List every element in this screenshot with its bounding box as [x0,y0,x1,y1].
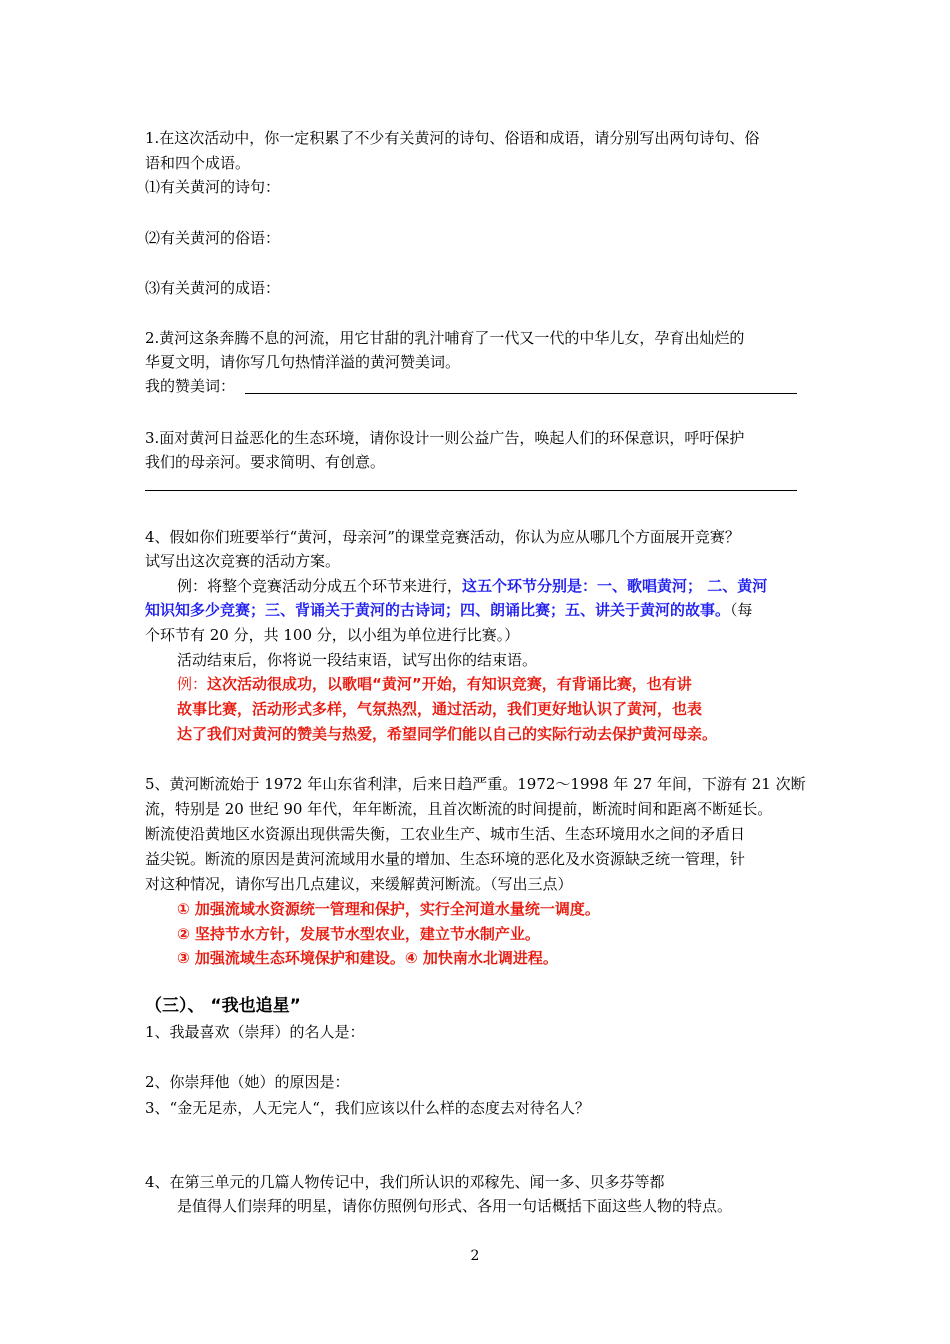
page-number: 2 [470,1248,480,1264]
q5-answer: ③ 加强流域生态环境保护和建设。④ 加快南水北调进程。 [177,949,558,967]
q2-answer-blank[interactable] [245,393,797,394]
q5-answer: ② 坚持节水方针，发展节水型农业，建立节水制产业。 [177,925,540,943]
q5-line: 流，特别是 20 世纪 90 年代，年年断流，且首次断流的时间提前，断流时间和距离不断延长。 [145,800,773,818]
q4-example-tail: （每 [730,601,753,619]
q5-answer: ① 加强流域水资源统一管理和保护，实行全河道水量统一调度。 [177,900,600,918]
q1-line: 1.在这次活动中，你一定积累了不少有关黄河的诗句、俗语和成语，请分别写出两句诗句、俗 [145,129,760,147]
q2-line: 华夏文明，请你写几句热情洋溢的黄河赞美词。 [145,353,461,371]
q4-closing-answer: 故事比赛，活动形式多样，气氛热烈，通过活动，我们更好地认识了黄河，也表 [177,700,703,718]
q3-line: 我们的母亲河。要求简明、有创意。 [145,453,386,471]
q4-example-line [145,600,753,620]
q5-line: 5、黄河断流始于 1972 年山东省利津，后来日趋严重。1972～1998 年 27 年间，下游有 21 次断 [145,775,806,793]
q4-closing-prompt: 活动结束后，你将说一段结束语，试写出你的结束语。 [177,651,538,669]
q4-line: 4、假如你们班要举行“黄河，母亲河”的课堂竞赛活动，你认为应从哪几个方面展开竞赛？ [145,528,740,546]
q5-line: 对这种情况，请你写出几点建议，来缓解黄河断流。（写出三点） [145,875,573,893]
section3-item: 是值得人们崇拜的明星，请你仿照例句形式、各用一句话概括下面这些人物的特点。 [177,1197,733,1215]
section3-item: 2、你崇拜他（她）的原因是： [145,1073,350,1091]
q4-closing-answer: 达了我们对黄河的赞美与热爱，希望同学们能以自己的实际行动去保护黄河母亲。 [177,725,718,743]
q3-answer-blank[interactable] [145,490,797,491]
q5-line: 断流使沿黄地区水资源出现供需失衡，工农业生产、城市生活、生态环境用水之间的矛盾日 [145,825,746,843]
q2-answer-label: 我的赞美词： [145,377,236,395]
q1-sub-poems: ⑴有关黄河的诗句： [145,178,281,196]
q1-sub-idioms: ⑶有关黄河的成语： [145,279,281,297]
q4-closing-line [177,674,692,694]
q4-example-tail: 个环节有 20 分，共 100 分，以小组为单位进行比赛。） [145,626,520,644]
q4-closing-prefix: 例： [177,675,208,693]
q4-example-line [177,576,767,596]
q4-example-prefix: 例：将整个竞赛活动分成五个环节来进行， [177,577,463,595]
q4-example-answer: 知识知多少竞赛；三、背诵关于黄河的古诗词；四、朗诵比赛；五、讲关于黄河的故事。 [145,601,731,619]
q4-closing-answer: 这次活动很成功，以歌唱“黄河”开始，有知识竞赛，有背诵比赛，也有讲 [207,675,692,693]
section-heading: （三）、 “我也追星” [145,996,301,1016]
section3-item: 4、在第三单元的几篇人物传记中，我们所认识的邓稼先、闻一多、贝多芬等都 [145,1173,665,1191]
section3-item: 3、“金无足赤，人无完人“，我们应该以什么样的态度去对待名人？ [145,1099,590,1117]
q4-example-answer: 这五个环节分别是：一、歌唱黄河； 二、黄河 [462,577,768,595]
q1-line: 语和四个成语。 [145,154,251,172]
q3-line: 3.面对黄河日益恶化的生态环境，请你设计一则公益广告，唤起人们的环保意识，呼吁保护 [145,429,745,447]
q2-line: 2.黄河这条奔腾不息的河流，用它甘甜的乳汁哺育了一代又一代的中华儿女，孕育出灿烂的 [145,329,745,347]
q5-line: 益尖锐。断流的原因是黄河流域用水量的增加、生态环境的恶化及水资源缺乏统一管理，针 [145,850,746,868]
q4-line: 试写出这次竞赛的活动方案。 [145,552,341,570]
section3-item: 1、我最喜欢（崇拜）的名人是： [145,1023,365,1041]
q1-sub-sayings: ⑵有关黄河的俗语： [145,229,281,247]
